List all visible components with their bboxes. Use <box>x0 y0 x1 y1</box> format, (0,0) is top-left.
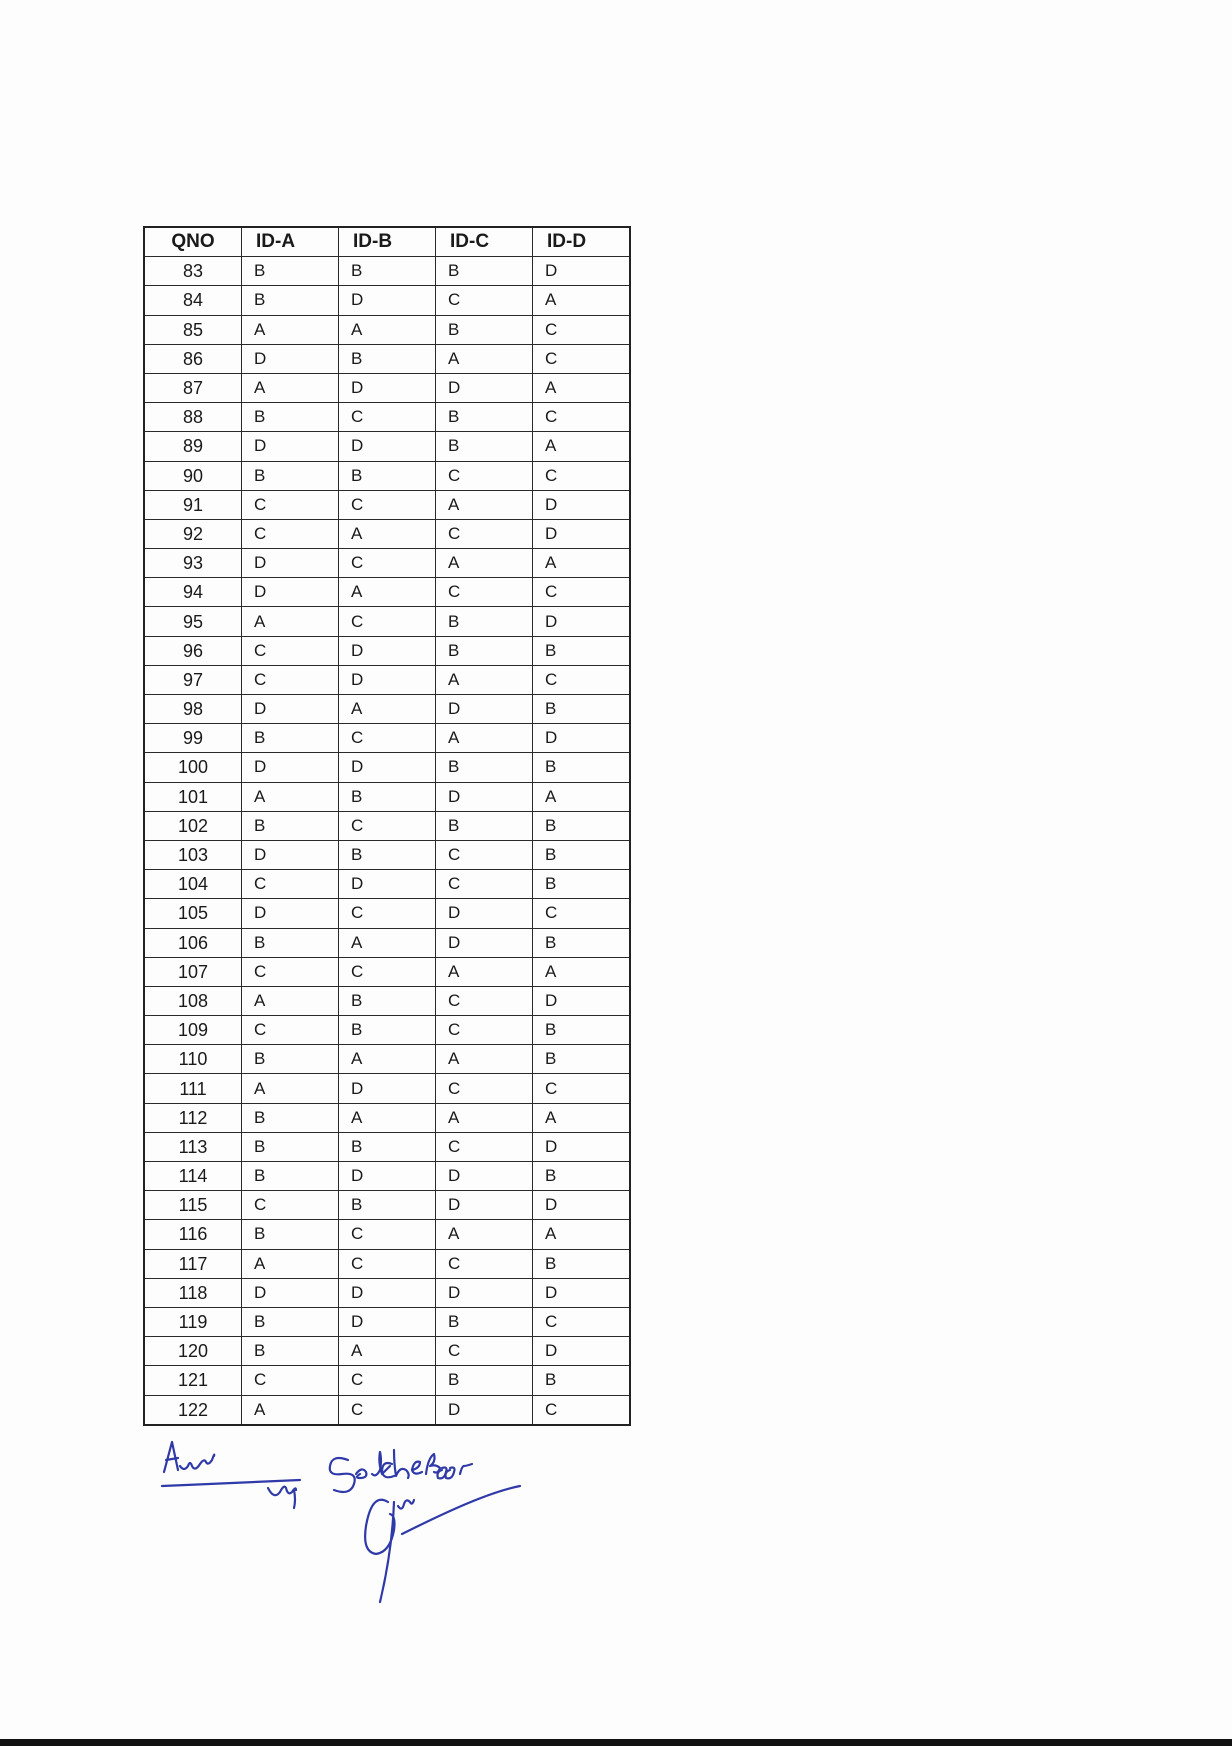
cell-id-b: C <box>339 549 436 578</box>
cell-id-b: D <box>339 1162 436 1191</box>
table-row <box>144 1395 630 1425</box>
table-row <box>144 1016 630 1045</box>
cell-id-a: B <box>242 724 339 753</box>
cell-id-d: A <box>533 549 631 578</box>
cell-id-b: D <box>339 870 436 899</box>
answer-key-table <box>143 226 631 1426</box>
cell-qno: 102 <box>144 811 242 840</box>
cell-id-d: B <box>533 695 631 724</box>
cell-id-c: B <box>436 257 533 286</box>
cell-id-c: A <box>436 1220 533 1249</box>
cell-id-d: B <box>533 1162 631 1191</box>
cell-id-d: C <box>533 315 631 344</box>
cell-id-a: B <box>242 811 339 840</box>
cell-id-b: C <box>339 1220 436 1249</box>
table-header-row <box>144 227 630 257</box>
cell-id-d: D <box>533 490 631 519</box>
table-row <box>144 1220 630 1249</box>
header-id-c: ID-C <box>436 227 533 257</box>
cell-id-a: A <box>242 782 339 811</box>
cell-id-a: B <box>242 928 339 957</box>
cell-id-c: D <box>436 1278 533 1307</box>
cell-qno: 95 <box>144 607 242 636</box>
cell-id-b: A <box>339 695 436 724</box>
cell-id-c: D <box>436 899 533 928</box>
cell-id-c: C <box>436 840 533 869</box>
cell-id-b: B <box>339 840 436 869</box>
cell-id-c: C <box>436 1016 533 1045</box>
cell-qno: 105 <box>144 899 242 928</box>
cell-id-d: A <box>533 1220 631 1249</box>
cell-id-a: D <box>242 549 339 578</box>
cell-id-a: D <box>242 578 339 607</box>
cell-id-a: A <box>242 1074 339 1103</box>
cell-id-b: C <box>339 811 436 840</box>
header-id-d: ID-D <box>533 227 631 257</box>
cell-id-d: A <box>533 1103 631 1132</box>
table-row <box>144 665 630 694</box>
cell-id-d: D <box>533 724 631 753</box>
cell-id-a: C <box>242 1016 339 1045</box>
cell-id-d: B <box>533 870 631 899</box>
cell-qno: 113 <box>144 1132 242 1161</box>
cell-qno: 122 <box>144 1395 242 1425</box>
cell-id-c: A <box>436 665 533 694</box>
cell-id-c: D <box>436 695 533 724</box>
table-row <box>144 1249 630 1278</box>
cell-id-d: A <box>533 957 631 986</box>
cell-id-c: C <box>436 286 533 315</box>
cell-id-c: A <box>436 1103 533 1132</box>
table-row <box>144 403 630 432</box>
header-id-b: ID-B <box>339 227 436 257</box>
cell-id-a: D <box>242 432 339 461</box>
cell-id-a: D <box>242 344 339 373</box>
cell-qno: 98 <box>144 695 242 724</box>
cell-id-b: D <box>339 1307 436 1336</box>
cell-qno: 107 <box>144 957 242 986</box>
cell-id-b: A <box>339 1337 436 1366</box>
cell-id-a: B <box>242 1045 339 1074</box>
cell-id-d: B <box>533 753 631 782</box>
cell-id-a: A <box>242 986 339 1015</box>
header-id-a: ID-A <box>242 227 339 257</box>
cell-id-c: C <box>436 578 533 607</box>
cell-qno: 85 <box>144 315 242 344</box>
cell-qno: 114 <box>144 1162 242 1191</box>
cell-id-b: D <box>339 753 436 782</box>
cell-id-c: D <box>436 782 533 811</box>
cell-id-b: A <box>339 1045 436 1074</box>
cell-id-d: B <box>533 1045 631 1074</box>
cell-id-c: B <box>436 432 533 461</box>
table-row <box>144 1045 630 1074</box>
cell-qno: 112 <box>144 1103 242 1132</box>
signature-4 <box>365 1486 520 1602</box>
cell-id-b: B <box>339 461 436 490</box>
table-row <box>144 1132 630 1161</box>
cell-id-d: B <box>533 636 631 665</box>
cell-id-b: C <box>339 724 436 753</box>
cell-id-a: C <box>242 519 339 548</box>
cell-qno: 87 <box>144 373 242 402</box>
cell-id-a: D <box>242 1278 339 1307</box>
cell-id-d: D <box>533 607 631 636</box>
table-row <box>144 519 630 548</box>
table-row <box>144 461 630 490</box>
cell-id-d: A <box>533 432 631 461</box>
cell-id-a: A <box>242 1249 339 1278</box>
cell-id-d: C <box>533 578 631 607</box>
cell-id-c: D <box>436 928 533 957</box>
cell-qno: 117 <box>144 1249 242 1278</box>
cell-qno: 108 <box>144 986 242 1015</box>
cell-qno: 116 <box>144 1220 242 1249</box>
cell-id-b: C <box>339 899 436 928</box>
signature-3 <box>330 1450 472 1492</box>
cell-id-c: D <box>436 1162 533 1191</box>
cell-id-d: B <box>533 1366 631 1395</box>
table-row <box>144 870 630 899</box>
cell-id-c: C <box>436 986 533 1015</box>
table-row <box>144 549 630 578</box>
cell-id-c: A <box>436 490 533 519</box>
cell-qno: 84 <box>144 286 242 315</box>
cell-id-c: A <box>436 724 533 753</box>
cell-qno: 83 <box>144 257 242 286</box>
cell-id-d: C <box>533 1074 631 1103</box>
cell-id-d: A <box>533 782 631 811</box>
table-row <box>144 695 630 724</box>
cell-id-d: A <box>533 286 631 315</box>
cell-qno: 115 <box>144 1191 242 1220</box>
cell-qno: 104 <box>144 870 242 899</box>
table-row <box>144 1191 630 1220</box>
table-row <box>144 724 630 753</box>
cell-id-b: B <box>339 1016 436 1045</box>
cell-qno: 97 <box>144 665 242 694</box>
table-row <box>144 1278 630 1307</box>
table-row <box>144 986 630 1015</box>
cell-id-c: B <box>436 636 533 665</box>
cell-id-a: C <box>242 636 339 665</box>
cell-id-d: C <box>533 344 631 373</box>
signatures <box>150 1440 600 1650</box>
cell-id-b: A <box>339 1103 436 1132</box>
cell-id-c: B <box>436 315 533 344</box>
cell-id-d: C <box>533 1395 631 1425</box>
cell-id-b: D <box>339 373 436 402</box>
cell-id-d: D <box>533 986 631 1015</box>
cell-id-d: B <box>533 1249 631 1278</box>
cell-id-a: C <box>242 665 339 694</box>
cell-id-c: C <box>436 1074 533 1103</box>
table-row <box>144 344 630 373</box>
cell-id-d: B <box>533 811 631 840</box>
table-row <box>144 578 630 607</box>
cell-qno: 86 <box>144 344 242 373</box>
cell-id-a: D <box>242 753 339 782</box>
table-row <box>144 286 630 315</box>
header-qno: QNO <box>144 227 242 257</box>
cell-id-a: C <box>242 957 339 986</box>
cell-id-d: B <box>533 840 631 869</box>
cell-id-b: A <box>339 578 436 607</box>
cell-id-c: C <box>436 461 533 490</box>
signature-2 <box>268 1487 296 1508</box>
cell-id-c: D <box>436 1395 533 1425</box>
cell-id-c: A <box>436 957 533 986</box>
cell-id-a: D <box>242 840 339 869</box>
cell-id-a: B <box>242 1337 339 1366</box>
cell-qno: 94 <box>144 578 242 607</box>
cell-id-b: B <box>339 257 436 286</box>
cell-id-a: B <box>242 1307 339 1336</box>
cell-id-a: D <box>242 899 339 928</box>
cell-id-b: C <box>339 607 436 636</box>
cell-id-d: D <box>533 1132 631 1161</box>
cell-id-c: B <box>436 607 533 636</box>
cell-id-d: A <box>533 373 631 402</box>
cell-id-d: D <box>533 519 631 548</box>
cell-id-a: B <box>242 257 339 286</box>
cell-id-b: A <box>339 928 436 957</box>
cell-id-c: A <box>436 1045 533 1074</box>
cell-id-a: B <box>242 1103 339 1132</box>
cell-id-c: C <box>436 519 533 548</box>
table-row <box>144 490 630 519</box>
cell-id-a: B <box>242 1220 339 1249</box>
cell-qno: 90 <box>144 461 242 490</box>
table-row <box>144 899 630 928</box>
table-row <box>144 1162 630 1191</box>
cell-id-b: A <box>339 519 436 548</box>
cell-id-b: D <box>339 1278 436 1307</box>
cell-id-b: B <box>339 782 436 811</box>
signature-1 <box>162 1442 300 1486</box>
cell-id-a: C <box>242 1191 339 1220</box>
table-row <box>144 840 630 869</box>
cell-qno: 103 <box>144 840 242 869</box>
cell-id-a: C <box>242 870 339 899</box>
cell-id-c: B <box>436 1307 533 1336</box>
cell-id-c: C <box>436 1249 533 1278</box>
cell-id-d: B <box>533 928 631 957</box>
cell-qno: 96 <box>144 636 242 665</box>
cell-id-c: B <box>436 1366 533 1395</box>
cell-qno: 101 <box>144 782 242 811</box>
cell-id-a: A <box>242 315 339 344</box>
table-row <box>144 1307 630 1336</box>
cell-id-d: B <box>533 1016 631 1045</box>
cell-qno: 106 <box>144 928 242 957</box>
cell-qno: 121 <box>144 1366 242 1395</box>
cell-id-a: C <box>242 1366 339 1395</box>
table-row <box>144 1074 630 1103</box>
cell-id-a: B <box>242 1162 339 1191</box>
page-bottom-edge <box>0 1739 1232 1746</box>
cell-id-b: C <box>339 1249 436 1278</box>
cell-id-a: D <box>242 695 339 724</box>
table-row <box>144 928 630 957</box>
table-row <box>144 1103 630 1132</box>
cell-id-c: B <box>436 753 533 782</box>
cell-id-b: D <box>339 286 436 315</box>
cell-qno: 93 <box>144 549 242 578</box>
cell-qno: 111 <box>144 1074 242 1103</box>
table-row <box>144 636 630 665</box>
cell-id-b: C <box>339 957 436 986</box>
cell-id-b: C <box>339 490 436 519</box>
cell-id-b: C <box>339 1395 436 1425</box>
cell-id-d: C <box>533 1307 631 1336</box>
cell-id-c: D <box>436 373 533 402</box>
cell-qno: 92 <box>144 519 242 548</box>
cell-id-a: A <box>242 1395 339 1425</box>
cell-id-b: D <box>339 636 436 665</box>
cell-qno: 118 <box>144 1278 242 1307</box>
table-row <box>144 1366 630 1395</box>
cell-id-d: C <box>533 461 631 490</box>
cell-id-c: A <box>436 549 533 578</box>
cell-id-c: D <box>436 1191 533 1220</box>
cell-qno: 100 <box>144 753 242 782</box>
cell-id-d: C <box>533 403 631 432</box>
cell-qno: 119 <box>144 1307 242 1336</box>
cell-id-a: A <box>242 607 339 636</box>
cell-id-b: B <box>339 344 436 373</box>
cell-id-c: B <box>436 403 533 432</box>
cell-id-c: B <box>436 811 533 840</box>
table-row <box>144 753 630 782</box>
cell-id-b: C <box>339 403 436 432</box>
table-body <box>144 257 630 1425</box>
table-row <box>144 373 630 402</box>
cell-id-a: B <box>242 1132 339 1161</box>
cell-id-b: D <box>339 1074 436 1103</box>
table-row <box>144 607 630 636</box>
cell-id-a: A <box>242 373 339 402</box>
cell-id-c: C <box>436 1337 533 1366</box>
cell-id-c: C <box>436 870 533 899</box>
cell-qno: 88 <box>144 403 242 432</box>
cell-id-b: B <box>339 1191 436 1220</box>
cell-id-d: D <box>533 1337 631 1366</box>
table-row <box>144 315 630 344</box>
cell-id-d: D <box>533 257 631 286</box>
cell-qno: 120 <box>144 1337 242 1366</box>
cell-qno: 91 <box>144 490 242 519</box>
cell-id-a: B <box>242 286 339 315</box>
table-row <box>144 257 630 286</box>
table-row <box>144 782 630 811</box>
cell-id-a: B <box>242 403 339 432</box>
cell-id-c: C <box>436 1132 533 1161</box>
cell-id-a: B <box>242 461 339 490</box>
cell-id-d: D <box>533 1191 631 1220</box>
cell-id-b: C <box>339 1366 436 1395</box>
cell-qno: 99 <box>144 724 242 753</box>
cell-id-b: A <box>339 315 436 344</box>
table-row <box>144 1337 630 1366</box>
table-row <box>144 811 630 840</box>
cell-id-d: D <box>533 1278 631 1307</box>
cell-id-b: B <box>339 1132 436 1161</box>
table-row <box>144 432 630 461</box>
table-row <box>144 957 630 986</box>
cell-id-d: C <box>533 665 631 694</box>
cell-id-b: B <box>339 986 436 1015</box>
cell-id-b: D <box>339 665 436 694</box>
cell-id-b: D <box>339 432 436 461</box>
cell-qno: 109 <box>144 1016 242 1045</box>
cell-id-c: A <box>436 344 533 373</box>
cell-id-d: C <box>533 899 631 928</box>
cell-qno: 89 <box>144 432 242 461</box>
cell-qno: 110 <box>144 1045 242 1074</box>
cell-id-a: C <box>242 490 339 519</box>
